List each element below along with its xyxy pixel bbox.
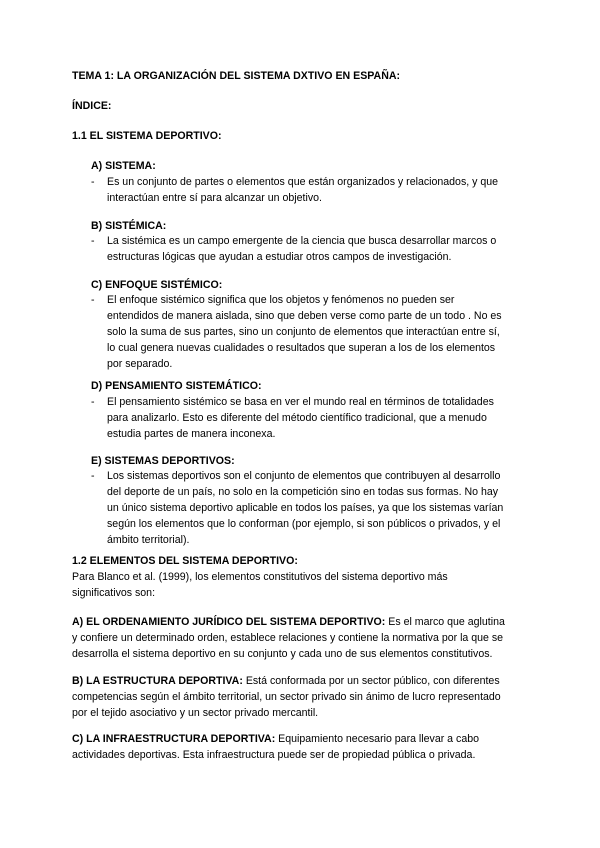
bullet-dash: -: [91, 396, 95, 408]
paragraph-b-line: competencias según el ámbito territorial, un sector privado sin ánimo de lucro representado: [72, 691, 501, 703]
item-c-line: lo cual genera nuevas cualidades o resultados que superan a los de los elementos: [107, 342, 496, 354]
index-label: ÍNDICE:: [72, 100, 112, 112]
paragraph-a-first-line: [72, 614, 505, 631]
item-c-line: entendidos de manera aislada, sino que deben verse como parte de un todo . No es: [107, 310, 502, 322]
paragraph-c-text: Equipamiento necesario para llevar a cabo: [275, 733, 479, 745]
section-1-heading: 1.1 EL SISTEMA DEPORTIVO:: [72, 130, 222, 142]
paragraph-a-line: y confiere un determinado orden, establece relaciones y contiene la normativa por la que se: [72, 632, 504, 644]
item-c-line: por separado.: [107, 358, 173, 370]
paragraph-c-line: actividades deportivas. Esta infraestructura puede ser de propiedad pública o privada.: [72, 749, 476, 761]
paragraph-b-text: Está conformada por un sector público, con diferentes: [242, 675, 500, 687]
item-a-line: Es un conjunto de partes o elementos que están organizados y relacionados, y que: [107, 176, 499, 188]
paragraph-a-line: desarrolla el sistema deportivo en su conjunto y cada uno de sus elementos constitutivos.: [72, 648, 493, 660]
bullet-dash: -: [91, 470, 95, 482]
paragraph-a-text: Es el marco que aglutina: [385, 616, 505, 628]
paragraph-c-lead: C) LA INFRAESTRUCTURA DEPORTIVA:: [72, 733, 276, 745]
bullet-dash: -: [91, 176, 95, 188]
paragraph-a-lead: A) EL ORDENAMIENTO JURÍDICO DEL SISTEMA DEPORTIVO:: [72, 616, 386, 628]
item-a-heading: A) SISTEMA:: [91, 160, 156, 172]
paragraph-b-first-line: [72, 673, 500, 690]
item-c-line: solo la suma de sus partes, sino un conjunto de elementos que interactúan entre sí,: [107, 326, 500, 338]
item-c-heading: C) ENFOQUE SISTÉMICO:: [91, 279, 223, 291]
item-e-line: Los sistemas deportivos son el conjunto de elementos que contribuyen al desarrollo: [107, 470, 501, 482]
item-e-line: del deporte de un país, no solo en la competición sino en todas sus formas. No hay: [107, 486, 499, 498]
item-e-heading: E) SISTEMAS DEPORTIVOS:: [91, 455, 235, 467]
paragraph-b-lead: B) LA ESTRUCTURA DEPORTIVA:: [72, 675, 243, 687]
paragraph-c-first-line: [72, 731, 479, 748]
item-d-line: para analizarlo. Esto es diferente del método científico tradicional, que a menudo: [107, 412, 487, 424]
item-d-heading: D) PENSAMIENTO SISTEMÁTICO:: [91, 380, 262, 392]
paragraph-b-line: por el tejido asociativo y un sector privado mercantil.: [72, 707, 319, 719]
section-2-heading: 1.2 ELEMENTOS DEL SISTEMA DEPORTIVO:: [72, 555, 298, 567]
section-2-intro-line: Para Blanco et al. (1999), los elementos constitutivos del sistema deportivo más: [72, 571, 448, 583]
item-b-line: La sistémica es un campo emergente de la ciencia que busca desarrollar marcos o: [107, 235, 497, 247]
document-title: TEMA 1: LA ORGANIZACIÓN DEL SISTEMA DXTIVO EN ESPAÑA:: [72, 70, 401, 82]
item-e-line: según los elementos que lo conforman (por ejemplo, si son públicos o privados, y el: [107, 518, 501, 530]
item-d-line: estudia partes de manera inconexa.: [107, 428, 276, 440]
bullet-dash: -: [91, 235, 95, 247]
item-a-line: interactúan entre sí para alcanzar un objetivo.: [107, 192, 322, 204]
item-b-heading: B) SISTÉMICA:: [91, 220, 167, 232]
bullet-dash: -: [91, 294, 95, 306]
item-b-line: estructuras lógicas que ayudan a estudiar otros campos de investigación.: [107, 251, 452, 263]
item-e-line: un único sistema deportivo aplicable en todos los países, ya que los sistemas varían: [107, 502, 504, 514]
item-d-line: El pensamiento sistémico se basa en ver el mundo real en términos de totalidades: [107, 396, 494, 408]
section-2-intro-line: significativos son:: [72, 587, 156, 599]
item-e-line: ámbito territorial).: [107, 534, 190, 546]
item-c-line: El enfoque sistémico significa que los objetos y fenómenos no pueden ser: [107, 294, 455, 306]
